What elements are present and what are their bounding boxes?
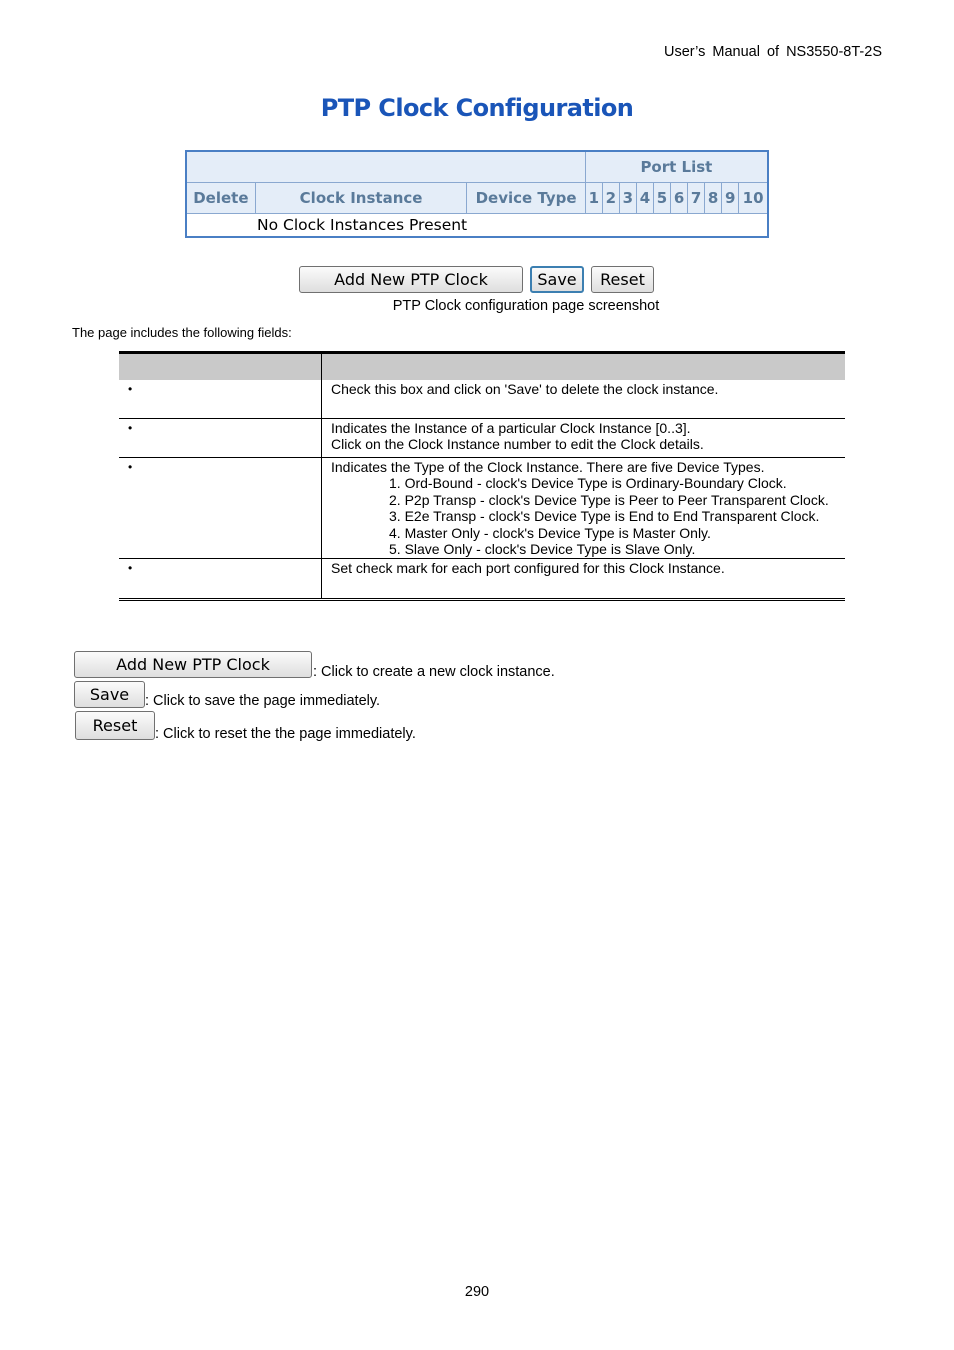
list-item: 5. Slave Only - clock's Device Type is Slave Only. xyxy=(389,541,696,557)
list-item: 4. Master Only - clock's Device Type is Master Only. xyxy=(389,524,711,541)
field-description: Check this box and click on 'Save' to delete the clock instance. xyxy=(331,381,719,397)
figure-caption: PTP Clock configuration page screenshot xyxy=(392,298,660,314)
table-header-blank xyxy=(186,151,585,183)
page-number: 290 xyxy=(464,1284,490,1300)
col-port-1: 1 xyxy=(585,183,602,214)
save-button[interactable]: Save xyxy=(530,266,584,293)
empty-message: No Clock Instances Present xyxy=(186,214,768,238)
save-button-description: : Click to save the page immediately. xyxy=(145,693,381,709)
col-port-5: 5 xyxy=(653,183,670,214)
list-item: 2. P2p Transp - clock's Device Type is Peer to Peer Transparent Clock. xyxy=(389,491,829,508)
field-description: Click on the Clock Instance number to edit the Clock details. xyxy=(331,436,704,452)
col-port-4: 4 xyxy=(636,183,653,214)
table-row xyxy=(119,418,845,457)
list-item: 1. Ord-Bound - clock's Device Type is Ordinary-Boundary Clock. xyxy=(389,475,787,491)
col-port-8: 8 xyxy=(705,183,722,214)
field-description: Indicates the Type of the Clock Instance. There are five Device Types. xyxy=(331,458,765,475)
field-description: Indicates the Instance of a particular Clock Instance [0..3]. xyxy=(331,419,691,436)
col-port-3: 3 xyxy=(619,183,636,214)
reset-button-description: : Click to reset the the page immediately. xyxy=(155,726,416,742)
field-header-object xyxy=(119,353,322,381)
field-table xyxy=(119,351,845,601)
bullet: • xyxy=(128,459,133,474)
bullet: • xyxy=(128,560,133,575)
bullet: • xyxy=(128,420,133,435)
table-row xyxy=(119,558,845,599)
save-button-doc[interactable]: Save xyxy=(74,681,145,708)
clock-config-table xyxy=(185,150,769,238)
table-row xyxy=(119,380,845,418)
col-port-2: 2 xyxy=(602,183,619,214)
intro-text: The page includes the following fields: xyxy=(72,325,292,340)
table-row xyxy=(119,457,845,558)
reset-button-doc[interactable]: Reset xyxy=(75,711,155,740)
add-button-description: : Click to create a new clock instance. xyxy=(313,664,555,680)
bullet: • xyxy=(128,382,133,396)
col-port-10: 10 xyxy=(739,183,768,214)
col-port-9: 9 xyxy=(722,183,739,214)
manual-header: User’s Manual of NS3550-8T-2S xyxy=(663,44,882,60)
add-new-ptp-clock-button-doc[interactable]: Add New PTP Clock xyxy=(74,651,312,678)
reset-button[interactable]: Reset xyxy=(591,266,654,293)
field-description: Set check mark for each port configured for this Clock Instance. xyxy=(331,559,725,576)
col-device-type: Device Type xyxy=(467,183,585,214)
col-port-6: 6 xyxy=(671,183,688,214)
col-delete: Delete xyxy=(186,183,255,214)
screenshot-title: PTP Clock Configuration xyxy=(320,94,634,122)
col-port-7: 7 xyxy=(688,183,705,214)
field-header-description xyxy=(322,353,846,381)
list-item: 3. E2e Transp - clock's Device Type is End to End Transparent Clock. xyxy=(389,508,820,524)
col-clock-instance: Clock Instance xyxy=(255,183,467,214)
port-list-header: Port List xyxy=(585,151,768,183)
add-new-ptp-clock-button[interactable]: Add New PTP Clock xyxy=(299,266,523,293)
